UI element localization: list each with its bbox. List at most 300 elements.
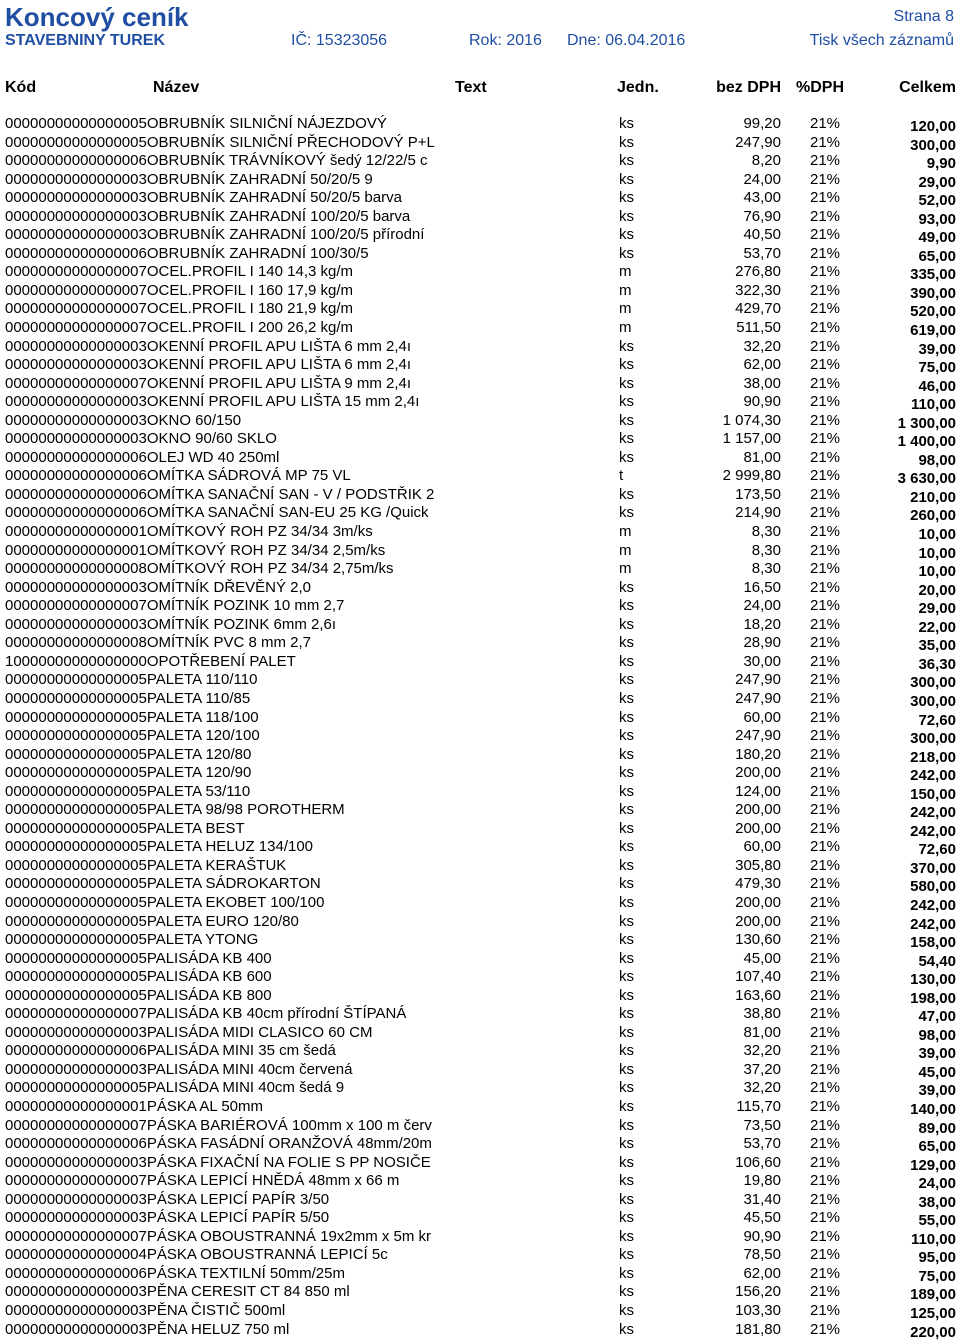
product-name-cell: 00000000000000005PALETA EURO 120/80 (5, 912, 299, 930)
unit-cell: ks (619, 615, 634, 633)
product-name-cell: 00000000000000007PÁSKA LEPICÍ HNĚDÁ 48mm x 66 m (5, 1172, 400, 1190)
product-name-cell: 00000000000000001PÁSKA AL 50mm (5, 1097, 263, 1115)
vat-rate-cell: 21% (810, 1135, 841, 1153)
unit-cell: m (619, 523, 632, 541)
table-row (0, 263, 960, 282)
vat-rate-cell: 21% (810, 115, 841, 132)
total-price-cell: 260,00 (910, 507, 956, 525)
table-row (0, 987, 960, 1006)
table-row (0, 171, 960, 190)
table-row (0, 1079, 960, 1098)
table-row (0, 764, 960, 783)
unit-cell: ks (619, 411, 634, 429)
table-row (0, 1265, 960, 1284)
unit-cell: ks (619, 1060, 634, 1078)
product-name-cell: 00000000000000003OKNO 60/150 (5, 411, 242, 429)
table-row (0, 709, 960, 728)
unit-cell: ks (619, 745, 634, 763)
unit-cell: m (619, 300, 632, 318)
vat-rate-cell: 21% (810, 968, 841, 986)
price-without-vat-cell: 124,00 (735, 782, 781, 800)
unit-cell: ks (619, 838, 634, 856)
table-row (0, 282, 960, 301)
price-without-vat-cell: 45,50 (743, 1209, 781, 1227)
price-without-vat-cell: 16,50 (743, 578, 781, 596)
year-label: Rok: 2016 (469, 32, 542, 49)
vat-rate-cell: 21% (810, 1209, 841, 1227)
vat-rate-cell: 21% (810, 430, 841, 448)
price-without-vat-cell: 214,90 (735, 504, 781, 522)
product-name-cell: 00000000000000005PALETA 120/90 (5, 764, 252, 782)
price-without-vat-cell: 107,40 (735, 968, 781, 986)
product-name-cell: 00000000000000003OKNO 90/60 SKLO (5, 430, 277, 448)
product-name-cell: 00000000000000003OKENNÍ PROFIL APU LIŠTA 15 mm 2,4ı (5, 393, 420, 411)
product-name-cell: 00000000000000007PÁSKA BARIÉROVÁ 100mm x 100 m červ (5, 1116, 432, 1134)
product-name-cell: 00000000000000005PALETA YTONG (5, 931, 259, 949)
product-name-cell: 00000000000000003PĚNA CERESIT CT 84 850 ml (5, 1283, 350, 1301)
unit-cell: ks (619, 1209, 634, 1227)
unit-cell: ks (619, 727, 634, 745)
price-list-table (0, 115, 960, 1339)
total-price-cell: 20,00 (918, 581, 956, 599)
unit-cell: ks (619, 170, 634, 188)
total-price-cell: 98,00 (918, 1026, 956, 1044)
total-price-cell: 24,00 (918, 1175, 956, 1193)
price-without-vat-cell: 200,00 (735, 893, 781, 911)
unit-cell: ks (619, 504, 634, 522)
product-name-cell: 00000000000000003OKENNÍ PROFIL APU LIŠTA 6 mm 2,4ı (5, 356, 412, 374)
price-without-vat-cell: 81,00 (743, 1023, 781, 1041)
price-without-vat-cell: 28,90 (743, 634, 781, 652)
price-without-vat-cell: 1 074,30 (722, 411, 781, 429)
unit-cell: ks (619, 652, 634, 670)
table-row (0, 727, 960, 746)
vat-rate-cell: 21% (810, 801, 841, 819)
product-name-cell: 00000000000000005PALETA 118/100 (5, 708, 259, 726)
unit-cell: ks (619, 819, 634, 837)
vat-rate-cell: 21% (810, 875, 841, 893)
price-without-vat-cell: 8,30 (751, 560, 781, 578)
product-name-cell: 00000000000000003OBRUBNÍK ZAHRADNÍ 50/20/5 barva (5, 189, 402, 207)
unit-cell: ks (619, 1302, 634, 1319)
table-row (0, 449, 960, 468)
vat-rate-cell: 21% (810, 652, 841, 670)
table-row (0, 152, 960, 171)
unit-cell: ks (619, 968, 634, 986)
price-without-vat-cell: 18,20 (743, 615, 781, 633)
price-without-vat-cell: 8,20 (751, 152, 781, 170)
product-name-cell: 00000000000000005PALETA 98/98 POROTHERM (5, 801, 345, 819)
column-header-text: Text (455, 79, 487, 96)
price-without-vat-cell: 40,50 (743, 226, 781, 244)
table-row (0, 1209, 960, 1228)
product-name-cell: 00000000000000006OMÍTKA SÁDROVÁ MP 75 VL (5, 467, 351, 485)
table-row (0, 913, 960, 932)
product-name-cell: 00000000000000003PALISÁDA MIDI CLASICO 60 CM (5, 1023, 373, 1041)
vat-rate-cell: 21% (810, 448, 841, 466)
price-without-vat-cell: 247,90 (735, 727, 781, 745)
total-price-cell: 520,00 (910, 303, 956, 321)
product-name-cell: 00000000000000006PÁSKA TEXTILNÍ 50mm/25m (5, 1264, 345, 1282)
product-name-cell: 00000000000000005PALISÁDA KB 400 (5, 949, 272, 967)
price-without-vat-cell: 31,40 (743, 1190, 781, 1208)
total-price-cell: 300,00 (910, 692, 956, 710)
vat-rate-cell: 21% (810, 504, 841, 522)
product-name-cell: 00000000000000005PALETA 120/80 (5, 745, 252, 763)
total-price-cell: 38,00 (918, 1193, 956, 1211)
table-row (0, 560, 960, 579)
vat-rate-cell: 21% (810, 1079, 841, 1097)
product-name-cell: 10000000000000000OPOTŘEBENÍ PALET (5, 652, 296, 670)
page-number: Strana 8 (893, 8, 954, 25)
total-price-cell: 72,60 (918, 841, 956, 859)
vat-rate-cell: 21% (810, 1264, 841, 1282)
product-name-cell: 00000000000000007PALISÁDA KB 40cm přírodní ŠTÍPANÁ (5, 1005, 407, 1023)
product-name-cell: 00000000000000005PALETA 110/85 (5, 689, 251, 707)
product-name-cell: 00000000000000003PALISÁDA MINI 40cm červená (5, 1060, 353, 1078)
table-row (0, 1228, 960, 1247)
price-without-vat-cell: 2 999,80 (722, 467, 781, 485)
price-without-vat-cell: 322,30 (735, 281, 781, 299)
product-name-cell: 00000000000000006OBRUBNÍK ZAHRADNÍ 100/30/5 (5, 244, 369, 262)
table-row (0, 783, 960, 802)
price-without-vat-cell: 429,70 (735, 300, 781, 318)
vat-rate-cell: 21% (810, 1153, 841, 1171)
total-price-cell: 10,00 (918, 563, 956, 581)
total-price-cell: 49,00 (918, 229, 956, 247)
total-price-cell: 29,00 (918, 173, 956, 191)
table-row (0, 356, 960, 375)
vat-rate-cell: 21% (810, 1060, 841, 1078)
price-without-vat-cell: 200,00 (735, 764, 781, 782)
product-name-cell: 00000000000000006OMÍTKA SANAČNÍ SAN-EU 25 KG /Quick (5, 504, 429, 522)
unit-cell: ks (619, 226, 634, 244)
unit-cell: ks (619, 1283, 634, 1301)
table-row (0, 338, 960, 357)
vat-rate-cell: 21% (810, 541, 841, 559)
vat-rate-cell: 21% (810, 411, 841, 429)
total-price-cell: 36,30 (918, 655, 956, 673)
total-price-cell: 619,00 (910, 322, 956, 340)
table-row (0, 1042, 960, 1061)
unit-cell: ks (619, 1227, 634, 1245)
unit-cell: m (619, 281, 632, 299)
table-row (0, 931, 960, 950)
vat-rate-cell: 21% (810, 244, 841, 262)
total-price-cell: 95,00 (918, 1249, 956, 1267)
vat-rate-cell: 21% (810, 1023, 841, 1041)
vat-rate-cell: 21% (810, 708, 841, 726)
product-name-cell: 00000000000000005PALISÁDA MINI 40cm šedá 9 (5, 1079, 345, 1097)
table-row (0, 504, 960, 523)
total-price-cell: 1 300,00 (897, 414, 956, 432)
table-row (0, 412, 960, 431)
total-price-cell: 242,00 (910, 896, 956, 914)
table-row (0, 801, 960, 820)
table-row (0, 134, 960, 153)
table-row (0, 542, 960, 561)
vat-rate-cell: 21% (810, 133, 841, 151)
vat-rate-cell: 21% (810, 207, 841, 225)
vat-rate-cell: 21% (810, 337, 841, 355)
unit-cell: t (619, 467, 624, 485)
total-price-cell: 300,00 (910, 136, 956, 154)
product-name-cell: 00000000000000007OKENNÍ PROFIL APU LIŠTA 9 mm 2,4ı (5, 374, 412, 392)
vat-rate-cell: 21% (810, 356, 841, 374)
vat-rate-cell: 21% (810, 1097, 841, 1115)
product-name-cell: 00000000000000005PALETA HELUZ 134/100 (5, 838, 314, 856)
price-without-vat-cell: 78,50 (743, 1246, 781, 1264)
total-price-cell: 120,00 (910, 118, 956, 135)
unit-cell: ks (619, 1079, 634, 1097)
table-row (0, 1283, 960, 1302)
unit-cell: m (619, 319, 632, 337)
vat-rate-cell: 21% (810, 152, 841, 170)
vat-rate-cell: 21% (810, 689, 841, 707)
table-row (0, 1135, 960, 1154)
table-row (0, 523, 960, 542)
total-price-cell: 39,00 (918, 1082, 956, 1100)
vat-rate-cell: 21% (810, 893, 841, 911)
vat-rate-cell: 21% (810, 1116, 841, 1134)
price-without-vat-cell: 130,60 (735, 931, 781, 949)
product-name-cell: 00000000000000003PĚNA ČISTIČ 500ml (5, 1302, 286, 1319)
unit-cell: ks (619, 1042, 634, 1060)
table-row (0, 746, 960, 765)
price-without-vat-cell: 43,00 (743, 189, 781, 207)
total-price-cell: 46,00 (918, 377, 956, 395)
vat-rate-cell: 21% (810, 1320, 841, 1338)
product-name-cell: 00000000000000005PALETA 110/110 (5, 671, 258, 689)
vat-rate-cell: 21% (810, 281, 841, 299)
column-header-total: Celkem (899, 79, 956, 96)
price-without-vat-cell: 479,30 (735, 875, 781, 893)
table-row (0, 1246, 960, 1265)
total-price-cell: 39,00 (918, 340, 956, 358)
total-price-cell: 220,00 (910, 1323, 956, 1341)
price-without-vat-cell: 163,60 (735, 986, 781, 1004)
unit-cell: ks (619, 1246, 634, 1264)
unit-cell: ks (619, 189, 634, 207)
vat-rate-cell: 21% (810, 263, 841, 281)
product-name-cell: 00000000000000001OMÍTKOVÝ ROH PZ 34/34 3m/ks (5, 523, 373, 541)
total-price-cell: 29,00 (918, 600, 956, 618)
total-price-cell: 39,00 (918, 1045, 956, 1063)
price-without-vat-cell: 180,20 (735, 745, 781, 763)
price-without-vat-cell: 247,90 (735, 133, 781, 151)
price-without-vat-cell: 99,20 (743, 115, 781, 132)
vat-rate-cell: 21% (810, 764, 841, 782)
vat-rate-cell: 21% (810, 1042, 841, 1060)
total-price-cell: 3 630,00 (897, 470, 956, 488)
total-price-cell: 35,00 (918, 637, 956, 655)
total-price-cell: 9,90 (926, 155, 956, 173)
total-price-cell: 140,00 (910, 1100, 956, 1118)
vat-rate-cell: 21% (810, 949, 841, 967)
total-price-cell: 158,00 (910, 934, 956, 952)
product-name-cell: 00000000000000005PALETA EKOBET 100/100 (5, 893, 325, 911)
table-row (0, 1154, 960, 1173)
price-without-vat-cell: 37,20 (743, 1060, 781, 1078)
total-price-cell: 390,00 (910, 284, 956, 302)
total-price-cell: 300,00 (910, 674, 956, 692)
price-without-vat-cell: 200,00 (735, 801, 781, 819)
unit-cell: ks (619, 986, 634, 1004)
vat-rate-cell: 21% (810, 578, 841, 596)
table-row (0, 857, 960, 876)
total-price-cell: 580,00 (910, 878, 956, 896)
product-name-cell: 00000000000000003PÁSKA LEPICÍ PAPÍR 5/50 (5, 1209, 330, 1227)
price-without-vat-cell: 90,90 (743, 1227, 781, 1245)
product-name-cell: 00000000000000003OKENNÍ PROFIL APU LIŠTA 6 mm 2,4ı (5, 337, 412, 355)
total-price-cell: 47,00 (918, 1008, 956, 1026)
vat-rate-cell: 21% (810, 467, 841, 485)
unit-cell: ks (619, 207, 634, 225)
table-row (0, 430, 960, 449)
unit-cell: ks (619, 1097, 634, 1115)
product-name-cell: 00000000000000006OBRUBNÍK TRÁVNÍKOVÝ šedý 12/22/5 c (5, 152, 428, 170)
vat-rate-cell: 21% (810, 634, 841, 652)
product-name-cell: 00000000000000006OLEJ WD 40 250ml (5, 448, 280, 466)
unit-cell: ks (619, 337, 634, 355)
total-price-cell: 198,00 (910, 989, 956, 1007)
unit-cell: ks (619, 893, 634, 911)
table-row (0, 875, 960, 894)
unit-cell: ks (619, 689, 634, 707)
price-without-vat-cell: 62,00 (743, 356, 781, 374)
table-row (0, 1005, 960, 1024)
price-without-vat-cell: 247,90 (735, 689, 781, 707)
price-without-vat-cell: 45,00 (743, 949, 781, 967)
total-price-cell: 129,00 (910, 1156, 956, 1174)
total-price-cell: 242,00 (910, 767, 956, 785)
product-name-cell: 00000000000000005OBRUBNÍK SILNIČNÍ PŘECHODOVÝ P+L (5, 133, 435, 151)
total-price-cell: 110,00 (910, 396, 956, 414)
price-without-vat-cell: 38,00 (743, 374, 781, 392)
product-name-cell: 00000000000000005PALISÁDA KB 600 (5, 968, 272, 986)
product-name-cell: 00000000000000005PALETA SÁDROKARTON (5, 875, 321, 893)
product-name-cell: 00000000000000005PALETA KERAŠTUK (5, 856, 287, 874)
price-without-vat-cell: 8,30 (751, 523, 781, 541)
total-price-cell: 242,00 (910, 804, 956, 822)
product-name-cell: 00000000000000007OMÍTNÍK POZINK 10 mm 2,7 (5, 597, 345, 615)
unit-cell: m (619, 541, 632, 559)
table-row (0, 616, 960, 635)
unit-cell: ks (619, 671, 634, 689)
unit-cell: ks (619, 912, 634, 930)
total-price-cell: 65,00 (918, 247, 956, 265)
total-price-cell: 370,00 (910, 859, 956, 877)
product-name-cell: 00000000000000008OMÍTNÍK PVC 8 mm 2,7 (5, 634, 312, 652)
unit-cell: ks (619, 1153, 634, 1171)
total-price-cell: 89,00 (918, 1119, 956, 1137)
product-name-cell: 00000000000000003OBRUBNÍK ZAHRADNÍ 50/20/5 9 (5, 170, 373, 188)
price-without-vat-cell: 8,30 (751, 541, 781, 559)
vat-rate-cell: 21% (810, 931, 841, 949)
table-row (0, 1024, 960, 1043)
unit-cell: ks (619, 1135, 634, 1153)
product-name-cell: 00000000000000006OMÍTKA SANAČNÍ SAN - V / PODSTŘIK 2 (5, 485, 435, 503)
vat-rate-cell: 21% (810, 374, 841, 392)
table-row (0, 300, 960, 319)
product-name-cell: 00000000000000005PALETA BEST (5, 819, 245, 837)
price-without-vat-cell: 19,80 (743, 1172, 781, 1190)
price-without-vat-cell: 53,70 (743, 244, 781, 262)
table-row (0, 653, 960, 672)
product-name-cell: 00000000000000005PALETA 120/100 (5, 727, 260, 745)
vat-rate-cell: 21% (810, 597, 841, 615)
total-price-cell: 52,00 (918, 192, 956, 210)
total-price-cell: 242,00 (910, 822, 956, 840)
unit-cell: ks (619, 1264, 634, 1282)
price-without-vat-cell: 62,00 (743, 1264, 781, 1282)
total-price-cell: 10,00 (918, 526, 956, 544)
vat-rate-cell: 21% (810, 782, 841, 800)
price-without-vat-cell: 30,00 (743, 652, 781, 670)
price-without-vat-cell: 32,20 (743, 1079, 781, 1097)
column-header-vat-rate: %DPH (796, 79, 845, 96)
unit-cell: ks (619, 597, 634, 615)
unit-cell: ks (619, 485, 634, 503)
table-row (0, 1172, 960, 1191)
print-scope: Tisk všech záznamů (809, 32, 954, 49)
table-row (0, 838, 960, 857)
company-id: IČ: 15323056 (291, 32, 388, 49)
product-name-cell: 00000000000000003PÁSKA LEPICÍ PAPÍR 3/50 (5, 1190, 330, 1208)
price-without-vat-cell: 24,00 (743, 597, 781, 615)
unit-cell: ks (619, 1320, 634, 1338)
total-price-cell: 54,40 (918, 952, 956, 970)
table-row (0, 115, 960, 134)
unit-cell: ks (619, 708, 634, 726)
total-price-cell: 125,00 (910, 1305, 956, 1322)
vat-rate-cell: 21% (810, 560, 841, 578)
table-row (0, 319, 960, 338)
product-name-cell: 00000000000000007PÁSKA OBOUSTRANNÁ 19x2mm x 5m kr (5, 1227, 432, 1245)
total-price-cell: 110,00 (910, 1230, 956, 1248)
price-without-vat-cell: 53,70 (743, 1135, 781, 1153)
vat-rate-cell: 21% (810, 838, 841, 856)
table-row (0, 579, 960, 598)
total-price-cell: 93,00 (918, 210, 956, 228)
table-row (0, 1302, 960, 1321)
product-name-cell: 00000000000000001OMÍTKOVÝ ROH PZ 34/34 2,5m/ks (5, 541, 386, 559)
total-price-cell: 210,00 (910, 488, 956, 506)
product-name-cell: 00000000000000006PALISÁDA MINI 35 cm šedá (5, 1042, 336, 1060)
table-row (0, 634, 960, 653)
vat-rate-cell: 21% (810, 1283, 841, 1301)
product-name-cell: 00000000000000003OBRUBNÍK ZAHRADNÍ 100/20/5 přírodní (5, 226, 425, 244)
total-price-cell: 98,00 (918, 451, 956, 469)
table-row (0, 597, 960, 616)
price-without-vat-cell: 76,90 (743, 207, 781, 225)
product-name-cell: 00000000000000007OCEL.PROFIL I 180 21,9 kg/m (5, 300, 354, 318)
total-price-cell: 75,00 (918, 1267, 956, 1285)
price-without-vat-cell: 90,90 (743, 393, 781, 411)
vat-rate-cell: 21% (810, 1302, 841, 1319)
price-without-vat-cell: 156,20 (735, 1283, 781, 1301)
price-without-vat-cell: 200,00 (735, 819, 781, 837)
unit-cell: ks (619, 931, 634, 949)
product-name-cell: 00000000000000004PÁSKA OBOUSTRANNÁ LEPICÍ 5c (5, 1246, 388, 1264)
product-name-cell: 00000000000000007OCEL.PROFIL I 160 17,9 kg/m (5, 281, 354, 299)
unit-cell: ks (619, 578, 634, 596)
price-without-vat-cell: 106,60 (735, 1153, 781, 1171)
price-without-vat-cell: 60,00 (743, 708, 781, 726)
vat-rate-cell: 21% (810, 727, 841, 745)
table-row (0, 820, 960, 839)
price-without-vat-cell: 103,30 (735, 1302, 781, 1319)
